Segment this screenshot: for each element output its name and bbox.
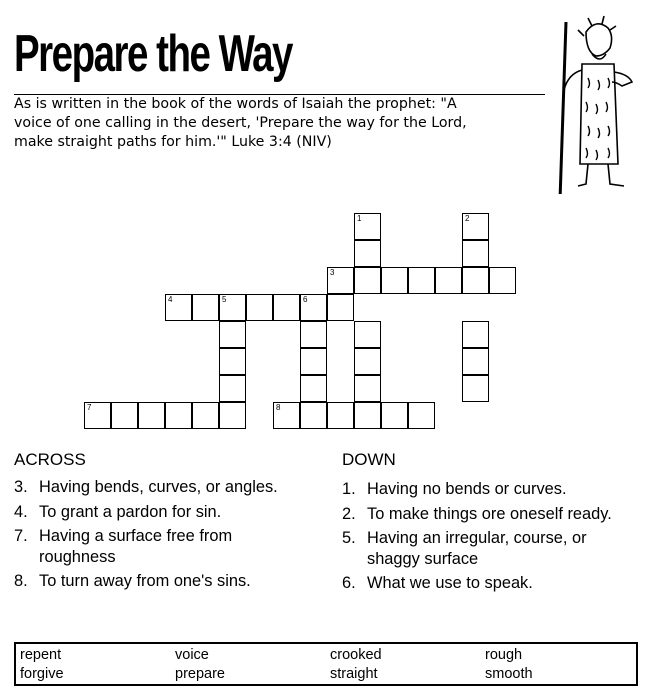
grid-cell[interactable] bbox=[462, 348, 489, 375]
word-bank-item: smooth bbox=[485, 666, 533, 682]
grid-cell[interactable] bbox=[354, 348, 381, 375]
across-clue-list bbox=[14, 477, 299, 596]
grid-cell[interactable] bbox=[219, 294, 246, 321]
down-clue bbox=[342, 528, 632, 569]
clue-number-label: 4 bbox=[168, 295, 173, 304]
clue-text: Having bends, curves, or angles. bbox=[39, 478, 278, 496]
clue-text: Having an irregular, course, or shaggy surface bbox=[367, 529, 587, 568]
grid-cell[interactable] bbox=[435, 267, 462, 294]
grid-cell[interactable] bbox=[84, 402, 111, 429]
clue-number-label: 1 bbox=[357, 214, 362, 223]
grid-cell[interactable] bbox=[327, 294, 354, 321]
word-bank-item: voice bbox=[175, 647, 209, 663]
scripture-verse: As is written in the book of the words of Isaiah the prophet: "A voice of one calling in the desert, 'Prepare the way for the Lord, make straight paths for him.'" Luke 3:4 (NIV) bbox=[14, 96, 467, 150]
word-bank-item: rough bbox=[485, 647, 523, 663]
grid-cell[interactable] bbox=[192, 402, 219, 429]
grid-cell[interactable] bbox=[219, 375, 246, 402]
grid-cell[interactable] bbox=[138, 402, 165, 429]
john-the-baptist-illustration bbox=[552, 14, 634, 194]
grid-cell[interactable] bbox=[327, 402, 354, 429]
grid-cell[interactable] bbox=[219, 321, 246, 348]
grid-cell[interactable] bbox=[354, 240, 381, 267]
clue-text: To make things ore oneself ready. bbox=[367, 504, 612, 523]
grid-cell[interactable] bbox=[273, 294, 300, 321]
clue-number: 4. bbox=[14, 502, 28, 521]
down-clue bbox=[342, 573, 632, 594]
clue-text: What we use to speak. bbox=[367, 574, 533, 592]
clue-text: Having no bends or curves. bbox=[367, 480, 567, 498]
grid-cell[interactable] bbox=[462, 213, 489, 240]
grid-cell[interactable] bbox=[462, 267, 489, 294]
clue-number: 3. bbox=[14, 478, 28, 496]
clue-number-label: 6 bbox=[303, 295, 308, 304]
word-bank-item: repent bbox=[20, 647, 62, 663]
grid-cell[interactable] bbox=[354, 267, 381, 294]
clue-number: 5. bbox=[342, 529, 356, 547]
grid-cell[interactable] bbox=[354, 321, 381, 348]
grid-cell[interactable] bbox=[462, 240, 489, 267]
grid-cell[interactable] bbox=[192, 294, 219, 321]
grid-cell[interactable] bbox=[111, 402, 138, 429]
grid-cell[interactable] bbox=[354, 213, 381, 240]
word-bank bbox=[14, 642, 638, 686]
down-clue bbox=[342, 479, 632, 500]
word-bank-item: crooked bbox=[330, 647, 382, 663]
clue-number: 7. bbox=[14, 527, 28, 545]
grid-cell[interactable] bbox=[354, 375, 381, 402]
across-clue bbox=[14, 571, 299, 592]
clue-number: 8. bbox=[14, 572, 28, 590]
across-heading: ACROSS bbox=[14, 450, 86, 469]
grid-cell[interactable] bbox=[462, 321, 489, 348]
clue-number-label: 8 bbox=[276, 403, 281, 412]
grid-cell[interactable] bbox=[300, 321, 327, 348]
grid-cell[interactable] bbox=[300, 348, 327, 375]
clue-number-label: 2 bbox=[465, 214, 470, 223]
grid-cell[interactable] bbox=[462, 375, 489, 402]
across-clue bbox=[14, 502, 299, 523]
grid-cell[interactable] bbox=[327, 267, 354, 294]
word-bank-item: forgive bbox=[20, 666, 64, 682]
grid-cell[interactable] bbox=[219, 402, 246, 429]
grid-cell[interactable] bbox=[219, 348, 246, 375]
clue-number: 2. bbox=[342, 504, 356, 523]
clue-number: 6. bbox=[342, 574, 356, 592]
page-title: Prepare the Way bbox=[14, 25, 292, 83]
grid-cell[interactable] bbox=[489, 267, 516, 294]
word-bank-item: straight bbox=[330, 666, 378, 682]
grid-cell[interactable] bbox=[273, 402, 300, 429]
grid-cell[interactable] bbox=[165, 294, 192, 321]
clue-number: 1. bbox=[342, 480, 356, 498]
down-heading: DOWN bbox=[342, 450, 396, 469]
word-bank-item: prepare bbox=[175, 666, 225, 682]
grid-cell[interactable] bbox=[300, 294, 327, 321]
down-clue bbox=[342, 504, 632, 525]
grid-cell[interactable] bbox=[408, 267, 435, 294]
clue-number-label: 7 bbox=[87, 403, 92, 412]
clue-number-label: 3 bbox=[330, 268, 335, 277]
clue-text: Having a surface free from roughness bbox=[39, 527, 233, 566]
grid-cell[interactable] bbox=[354, 402, 381, 429]
across-clue bbox=[14, 477, 299, 498]
grid-cell[interactable] bbox=[300, 375, 327, 402]
grid-cell[interactable] bbox=[300, 402, 327, 429]
grid-cell[interactable] bbox=[408, 402, 435, 429]
clue-text: To turn away from one's sins. bbox=[39, 572, 251, 590]
grid-cell[interactable] bbox=[381, 267, 408, 294]
grid-cell[interactable] bbox=[246, 294, 273, 321]
across-clue bbox=[14, 526, 299, 567]
clue-number-label: 5 bbox=[222, 295, 227, 304]
grid-cell[interactable] bbox=[165, 402, 192, 429]
down-clue-list bbox=[342, 479, 632, 598]
grid-cell[interactable] bbox=[381, 402, 408, 429]
clue-text: To grant a pardon for sin. bbox=[39, 502, 222, 521]
